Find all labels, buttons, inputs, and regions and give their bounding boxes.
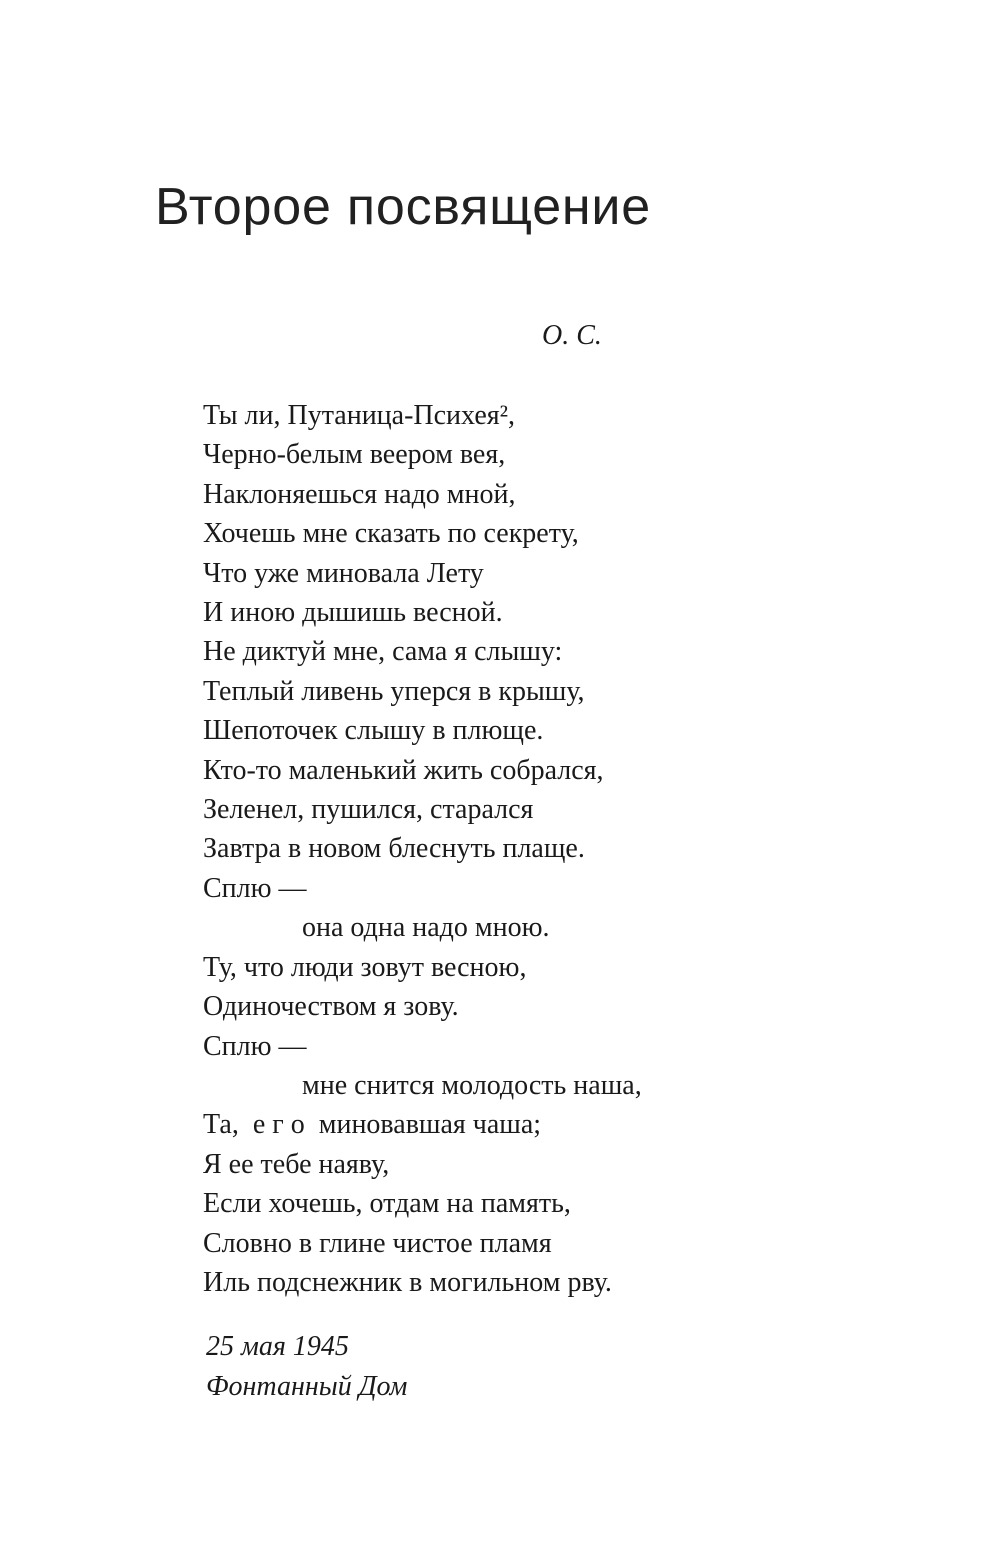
- poem-line: Завтра в новом блеснуть плаще.: [203, 833, 585, 865]
- poem-line: Я ее тебе наяву,: [203, 1148, 390, 1180]
- poem-signature: [206, 1327, 407, 1407]
- poem-line: Кто-то маленький жить собрался,: [203, 754, 604, 786]
- poem-dedication: О. С.: [542, 320, 602, 351]
- poem-line: Теплый ливень уперся в крышу,: [203, 675, 585, 707]
- poem-line: Не диктуй мне, сама я слышу:: [203, 636, 563, 668]
- signature-date: 25 мая 1945: [206, 1331, 349, 1362]
- poem-line: Ты ли, Путаница-Психея²,: [203, 400, 516, 431]
- poem-line: Наклоняешься надо мной,: [203, 478, 516, 510]
- poem-line: Сплю —: [203, 1030, 307, 1062]
- page-title: Второе посвящение: [155, 178, 651, 236]
- poem-body: [203, 396, 642, 1302]
- poem-line: Черно-белым веером вея,: [203, 439, 506, 471]
- poem-line: она одна надо мною.: [302, 912, 550, 944]
- signature-place: Фонтанный Дом: [206, 1371, 408, 1402]
- poem-line: Ту, что люди зовут весною,: [203, 951, 527, 983]
- poem-line: Хочешь мне сказать по секрету,: [203, 518, 579, 550]
- poem-line: Одиночеством я зову.: [203, 991, 459, 1023]
- poem-line: Зеленел, пушился, старался: [203, 794, 534, 826]
- poem-line: Иль подснежник в могильном рву.: [203, 1266, 612, 1298]
- poem-line: мне снится молодость наша,: [302, 1069, 642, 1101]
- poem-line: И иною дышишь весной.: [203, 597, 503, 629]
- poem-line: Сплю —: [203, 872, 307, 904]
- poem-line: Та, е г о миновавшая чаша;: [203, 1109, 542, 1141]
- poem-line: Шепоточек слышу в плюще.: [203, 715, 544, 747]
- poem-line: Словно в глине чистое пламя: [203, 1227, 552, 1259]
- poem-line: Если хочешь, отдам на память,: [203, 1188, 571, 1220]
- poem-line: Что уже миновала Лету: [203, 557, 484, 589]
